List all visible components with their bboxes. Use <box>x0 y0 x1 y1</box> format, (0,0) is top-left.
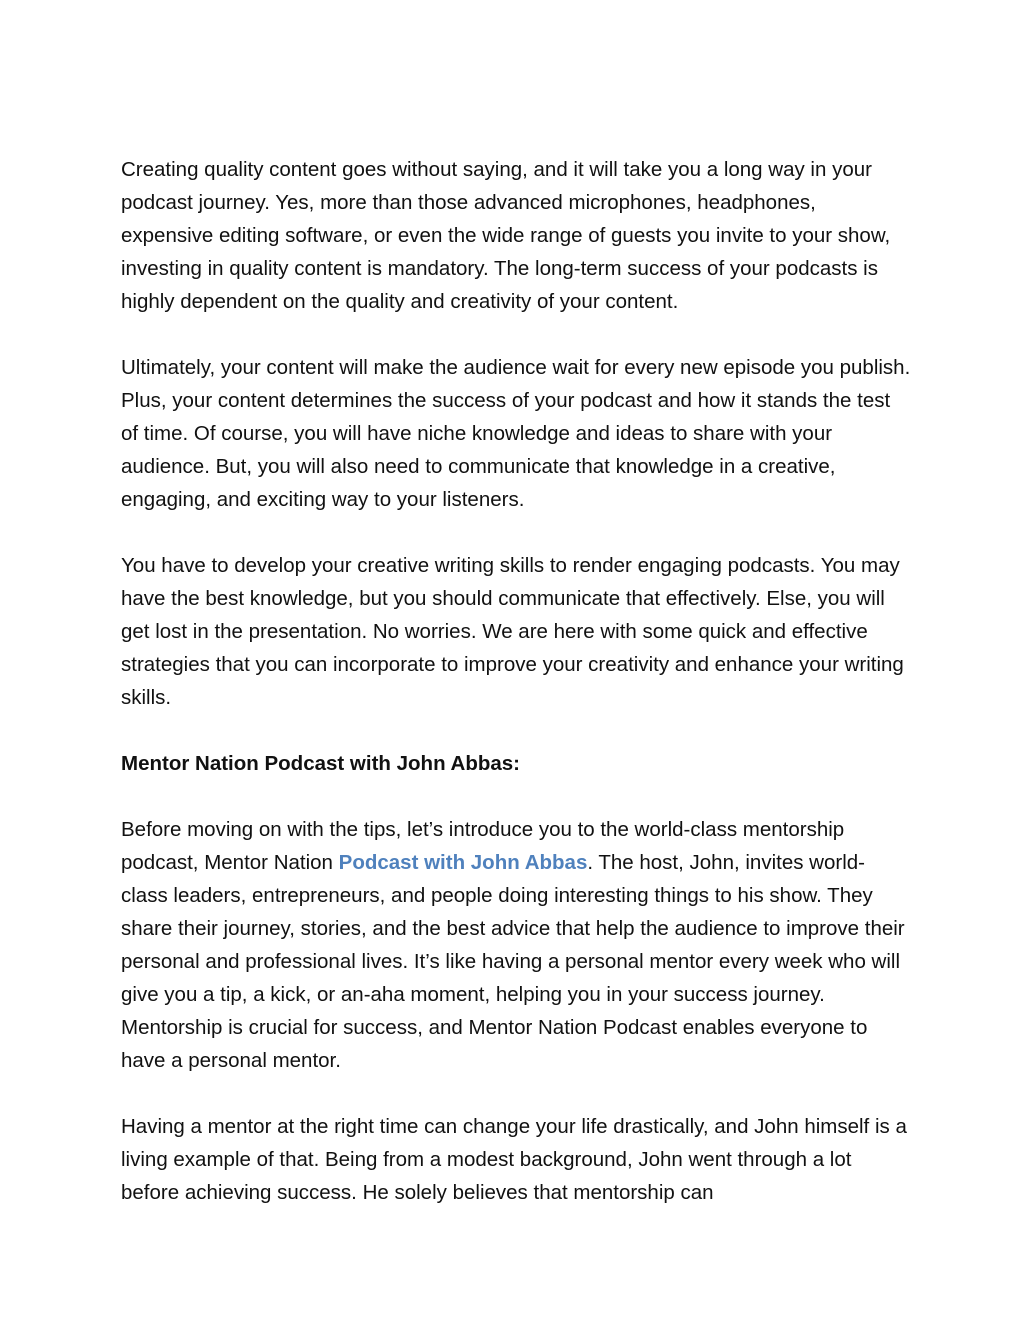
document-body <box>121 153 911 1242</box>
paragraph-content-quality: Creating quality content goes without saying, and it will take you a long way in your podcast journey. Yes, more than those advanced microphones, headphones, expensive editing software, or even the wide range of guests you invite to your show, investing in quality content is mandatory. The long-term success of your podcasts is highly dependent on the quality and creativity of your content. <box>121 158 891 313</box>
paragraph-writing-skills: You have to develop your creative writing skills to render engaging podcasts. You may have the best knowledge, but you should communicate that effectively. Else, you will get lost in the presentation. No worries. We are here with some quick and effective strategies that you can incorporate to improve your creativity and enhance your writing skills. <box>121 554 904 709</box>
intro-text-after-link: . The host, John, invites world-class leaders, entrepreneurs, and people doing interesting things to his show. They share their journey, stories, and the best advice that help the audience to improve their personal and professional lives. It’s like having a personal mentor every week who will give you a tip, a kick, or an-aha moment, helping you in your success journey. Mentorship is crucial for success, and Mentor Nation Podcast enables everyone to have a personal mentor. <box>121 851 905 1072</box>
paragraph-mentor-story: Having a mentor at the right time can change your life drastically, and John himself is a living example of that. Being from a modest background, John went through a lot before achieving success. He solely believes that mentorship can <box>121 1115 907 1204</box>
section-heading: Mentor Nation Podcast with John Abbas: <box>121 752 520 775</box>
podcast-link[interactable]: Podcast with John Abbas <box>338 851 588 874</box>
paragraph-audience-engagement: Ultimately, your content will make the audience wait for every new episode you publish. Plus, your content determines the success of your podcast and how it stands the test of time. Of course, you will have niche knowledge and ideas to share with your audience. But, you will also need to communicate that knowledge in a creative, engaging, and exciting way to your listeners. <box>121 356 911 511</box>
intro-text-before-link: Before moving on with the tips, let’s introduce you to the world-class mentorship podcast, Mentor Nation <box>121 818 845 874</box>
paragraph-podcast-intro <box>121 813 911 1077</box>
